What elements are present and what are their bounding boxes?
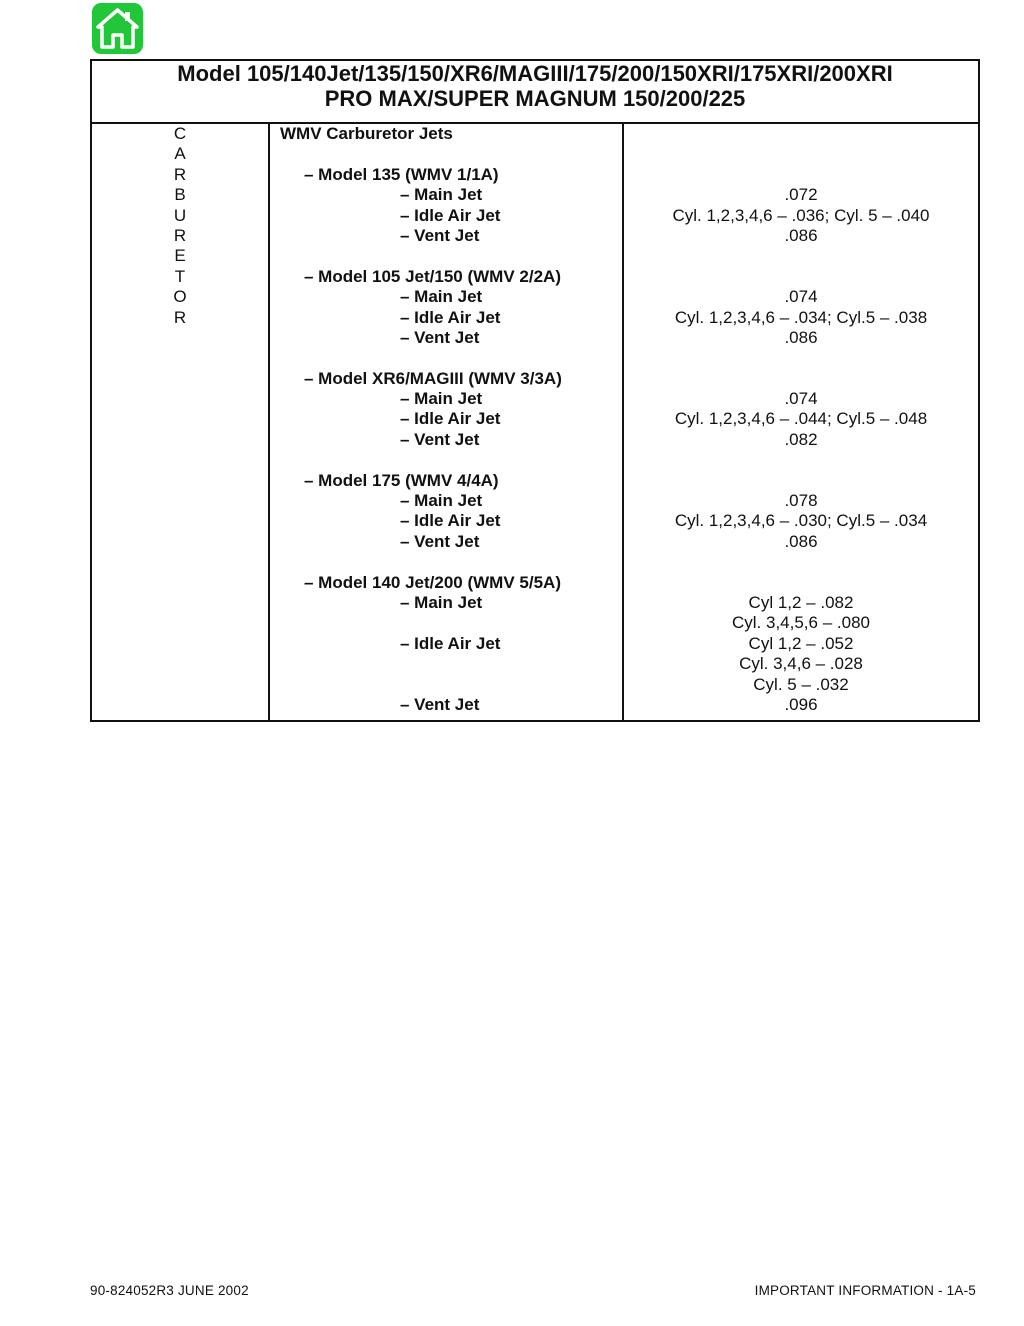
spec-value: Cyl. 5 – .032 (753, 674, 849, 694)
spec-value: Cyl. 1,2,3,4,6 – .036; Cyl. 5 – .040 (672, 205, 930, 225)
spec-value: .086 (784, 225, 818, 245)
spec-value: .086 (784, 531, 818, 551)
spec-label (270, 450, 622, 470)
spec-label: – Vent Jet (400, 429, 480, 449)
spec-value: Cyl 1,2 – .052 (748, 633, 854, 653)
spec-value: Cyl. 3,4,5,6 – .080 (732, 613, 870, 633)
spec-value (624, 348, 978, 368)
spec-value (624, 267, 978, 287)
spec-label (270, 144, 622, 164)
spec-label: – Idle Air Jet (400, 633, 501, 653)
spec-label: – Main Jet (400, 287, 483, 307)
title-line-1: Model 105/140Jet/135/150/XR6/MAGIII/175/200/150XRI/175XRI/200XRI (177, 61, 893, 86)
spec-value: Cyl. 1,2,3,4,6 – .030; Cyl.5 – .034 (674, 511, 928, 531)
spec-label: – Main Jet (400, 185, 483, 205)
spec-values-column (623, 123, 979, 721)
section-letter: T (174, 266, 186, 286)
spec-label: – Idle Air Jet (400, 409, 501, 429)
spec-value: .078 (784, 491, 818, 511)
spec-value (624, 552, 978, 572)
spec-value: Cyl. 1,2,3,4,6 – .044; Cyl.5 – .048 (674, 409, 928, 429)
spec-value: Cyl 1,2 – .082 (748, 592, 854, 612)
spec-label: – Model 140 Jet/200 (WMV 5/5A) (304, 572, 561, 592)
title-line-2: PRO MAX/SUPER MAGNUM 150/200/225 (324, 86, 746, 111)
section-letter: R (173, 225, 187, 245)
spec-label: – Vent Jet (400, 225, 480, 245)
spec-label: – Model 175 (WMV 4/4A) (304, 470, 499, 490)
spec-value (624, 471, 978, 491)
spec-labels-column (269, 123, 623, 721)
spec-label: – Idle Air Jet (400, 307, 501, 327)
spec-value (624, 144, 978, 164)
home-button[interactable] (92, 3, 143, 54)
section-letter: B (174, 185, 186, 205)
section-letter: O (173, 287, 187, 307)
spec-label: – Vent Jet (400, 531, 480, 551)
footer-document-number: 90-824052R3 JUNE 2002 (90, 1283, 249, 1298)
spec-label (270, 654, 622, 674)
spec-label (270, 613, 622, 633)
section-letter: E (174, 246, 186, 266)
spec-value: .086 (784, 327, 818, 347)
spec-label: – Vent Jet (400, 327, 480, 347)
spec-label (270, 552, 622, 572)
spec-value (624, 124, 978, 144)
spec-value: .082 (784, 429, 818, 449)
spec-value: .096 (784, 694, 818, 714)
spec-label: WMV Carburetor Jets (280, 124, 453, 143)
spec-label (270, 675, 622, 695)
spec-value: Cyl. 1,2,3,4,6 – .034; Cyl.5 – .038 (674, 307, 928, 327)
spec-value (624, 573, 978, 593)
spec-label: – Model 105 Jet/150 (WMV 2/2A) (304, 266, 561, 286)
spec-label: – Idle Air Jet (400, 511, 501, 531)
carburetor-spec-table (90, 59, 980, 722)
spec-label: – Model XR6/MAGIII (WMV 3/3A) (304, 368, 562, 388)
section-letter: R (173, 307, 187, 327)
section-letter: A (174, 144, 186, 164)
spec-value (624, 450, 978, 470)
spec-label (270, 348, 622, 368)
spec-label (270, 246, 622, 266)
spec-value (624, 246, 978, 266)
spec-value: .074 (784, 287, 818, 307)
spec-label: – Model 135 (WMV 1/1A) (304, 164, 499, 184)
spec-label: – Main Jet (400, 491, 483, 511)
table-title (91, 60, 979, 123)
spec-label: – Idle Air Jet (400, 205, 501, 225)
section-label-carburetor (91, 123, 269, 721)
spec-value: .072 (784, 185, 818, 205)
section-letter: C (173, 124, 187, 143)
spec-value (624, 165, 978, 185)
spec-value: .074 (784, 389, 818, 409)
spec-label: – Main Jet (400, 389, 483, 409)
section-letter: U (173, 205, 187, 225)
spec-label: – Vent Jet (400, 694, 480, 714)
footer-page-label: IMPORTANT INFORMATION - 1A-5 (754, 1283, 976, 1298)
spec-value: Cyl. 3,4,6 – .028 (739, 654, 863, 674)
spec-label: – Main Jet (400, 592, 483, 612)
home-icon (92, 3, 143, 54)
spec-value (624, 369, 978, 389)
section-letter: R (173, 164, 187, 184)
